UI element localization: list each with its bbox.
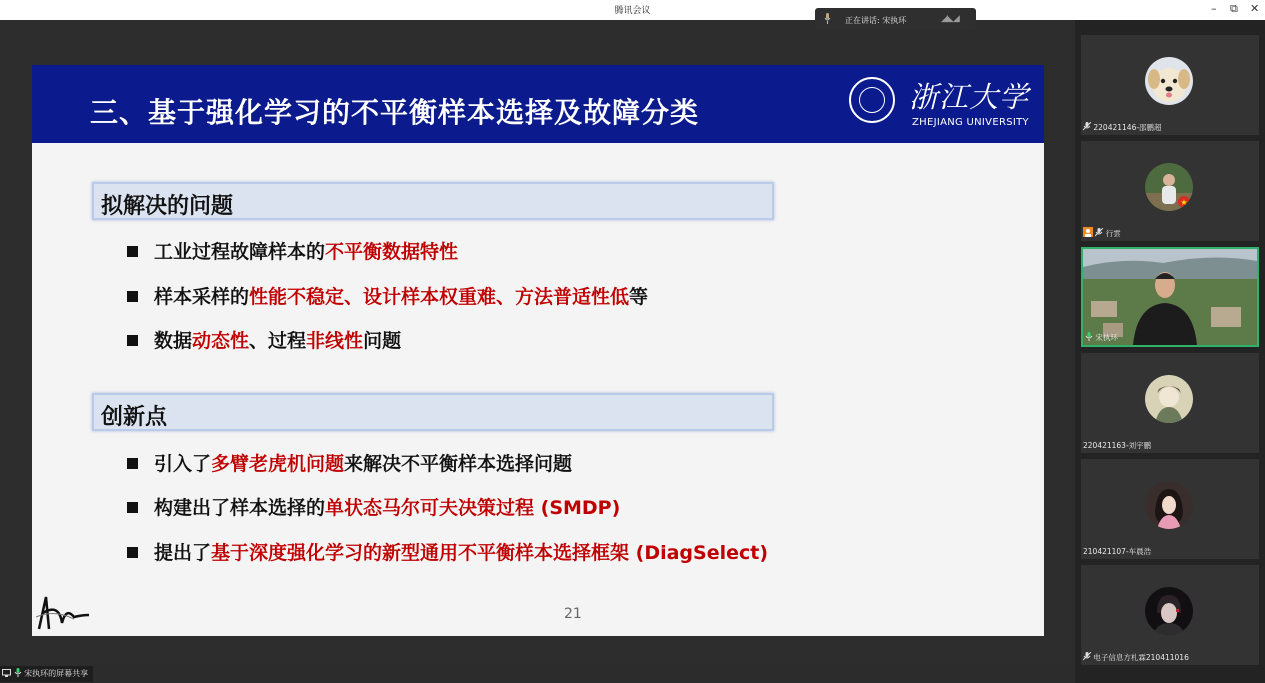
bullet-item: 数据动态性、过程非线性问题 bbox=[127, 326, 401, 353]
close-button[interactable]: ✕ bbox=[1250, 2, 1260, 15]
presentation-slide bbox=[32, 65, 1044, 636]
mic-active-icon bbox=[1085, 332, 1093, 343]
participant-tile[interactable] bbox=[1081, 35, 1259, 135]
video-feed bbox=[1083, 249, 1257, 345]
participant-tile-active[interactable] bbox=[1081, 247, 1259, 347]
participant-tile[interactable] bbox=[1081, 565, 1259, 665]
slide-header bbox=[32, 65, 1044, 143]
screen-share-icon bbox=[2, 667, 11, 683]
section-innovations bbox=[92, 393, 774, 431]
university-emblem-icon bbox=[849, 77, 895, 123]
section-title: 创新点 bbox=[101, 405, 168, 430]
mic-icon bbox=[824, 13, 831, 26]
svg-text:★: ★ bbox=[1180, 198, 1188, 207]
girl-avatar bbox=[1145, 481, 1193, 529]
person-avatar bbox=[1145, 163, 1193, 211]
section-problems bbox=[92, 182, 774, 220]
restore-button[interactable]: ⧉ bbox=[1230, 2, 1238, 15]
section-title: 拟解决的问题 bbox=[101, 194, 234, 219]
brush-logo-icon bbox=[34, 593, 90, 633]
participant-name: 220421163-刘宇鹏 bbox=[1083, 441, 1152, 450]
bullet-item: 样本采样的性能不稳定、设计样本权重难、方法普适性低等 bbox=[127, 282, 648, 309]
volume-wave-icon: ◢◣◢ bbox=[941, 14, 959, 24]
participant-tile[interactable] bbox=[1081, 459, 1259, 559]
bullet-item: 提出了基于深度强化学习的新型通用不平衡样本选择框架 (DiagSelect) bbox=[127, 538, 768, 565]
university-logo-cn: 浙江大学 bbox=[909, 80, 1030, 114]
participant-name: 宋执环 bbox=[1085, 332, 1118, 343]
page-number: 21 bbox=[564, 606, 582, 622]
dog-avatar bbox=[1145, 57, 1193, 105]
participant-tile[interactable] bbox=[1081, 141, 1259, 241]
bullet-square-icon bbox=[127, 502, 138, 513]
dark-avatar bbox=[1145, 587, 1193, 635]
bullet-item: 引入了多臂老虎机问题来解决不平衡样本选择问题 bbox=[127, 449, 572, 476]
bullet-square-icon bbox=[127, 547, 138, 558]
slide-title: 三、基于强化学习的不平衡样本选择及故障分类 bbox=[90, 96, 700, 129]
bullet-item: 构建出了样本选择的单状态马尔可夫决策过程 (SMDP) bbox=[127, 493, 620, 520]
minimize-button[interactable]: – bbox=[1211, 2, 1217, 15]
participant-name: 行雲 bbox=[1083, 227, 1121, 239]
mic-muted-icon bbox=[1083, 652, 1091, 663]
bullet-square-icon bbox=[127, 335, 138, 346]
bullet-square-icon bbox=[127, 458, 138, 469]
participant-panel bbox=[1075, 20, 1265, 683]
screen-share-label[interactable]: 宋执环的屏幕共享 bbox=[0, 666, 93, 682]
bullet-square-icon bbox=[127, 246, 138, 257]
bullet-square-icon bbox=[127, 291, 138, 302]
participant-tile[interactable] bbox=[1081, 353, 1259, 453]
participant-name: 220421146-邵鹏超 bbox=[1083, 122, 1162, 133]
user-badge-icon bbox=[1083, 227, 1093, 239]
university-logo-en: ZHEJIANG UNIVERSITY bbox=[912, 117, 1029, 128]
window-title: 腾讯会议 bbox=[614, 6, 651, 16]
illustration-avatar bbox=[1145, 375, 1193, 423]
mic-muted-icon bbox=[1095, 228, 1103, 239]
speaking-text: 正在讲话: 宋执环 bbox=[845, 16, 907, 25]
bullet-item: 工业过程故障样本的不平衡数据特性 bbox=[127, 237, 458, 264]
mic-muted-icon bbox=[1083, 122, 1091, 133]
mic-active-icon bbox=[14, 667, 22, 683]
speaking-indicator bbox=[815, 8, 976, 30]
participant-name: 电子信息方札霖210411016 bbox=[1083, 652, 1189, 663]
participant-name: 210421107-车晨浩 bbox=[1083, 547, 1152, 556]
window-titlebar bbox=[0, 0, 1265, 20]
